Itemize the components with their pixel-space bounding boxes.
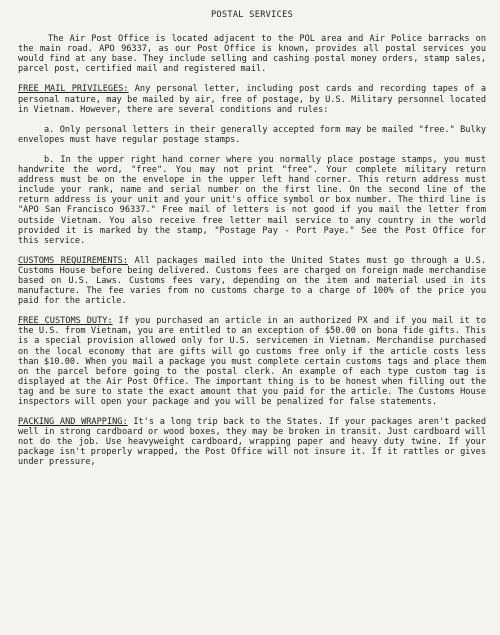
packing-heading: PACKING AND WRAPPING: [18,417,128,428]
free-mail-text: Any personal letter, including post cards and recording tapes of a personal nature, may be mailed by air, free of postage, by U.S. Military personnel located in Vietnam. However, there are several conditions and rules: [18,84,486,115]
packing-text: It's a long trip back to the States. If your packages aren't packed well in strong cardboard or wood boxes, they may be broken in transit. Just cardboard will not do the job. Use heavyweight cardboard, wrapping paper and heavy duty twine. If your package isn't properly wrapped, the Post Office will not insure it. If it rattles or gives under pressure, [18,417,486,468]
packing-paragraph [18,417,486,467]
free-customs-paragraph [18,316,486,407]
free-mail-heading: FREE MAIL PRIVILEGES: [18,84,129,95]
free-mail-item-a: a. Only personal letters in their generally accepted form may be mailed "free." Bulky envelopes must have regular postage stamps. [18,124,486,145]
document-title: POSTAL SERVICES [210,10,294,20]
customs-paragraph [18,256,486,306]
free-mail-item-b: b. In the upper right hand corner where you normally place postage stamps, you must handwrite the word, "free". You may not print "free". Your complete military return address must be on the envelope in the upper left hand corner. This return address must include your rank, name and serial number on the first line. On the second line of the return address is your unit and your unit's office symbol or box number. The third line is "APO San Francisco 96337." Free mail of letters is not good if you mail the letter from outside Vietnam. You also receive free letter mail service to any country in the world provided it is marked by the stamp, "Postage Pay - Port Paye." See the Post Office for this service. [18,154,486,246]
intro-paragraph: The Air Post Office is located adjacent to the POL area and Air Police barracks on the main road. APO 96337, as our Post Office is known, provides all postal services you would find at any base. They include selling and cashing postal money orders, stamp sales, parcel post, certified mail and registered mail. [18,34,486,75]
free-customs-heading: FREE CUSTOMS DUTY: [18,316,113,327]
free-mail-paragraph [18,84,486,114]
free-customs-text: If you purchased an article in an authorized PX and if you mail it to the U.S. from Vietnam, you are entitled to an exception of $50.00 on bona fide gifts. This is a special provision allowed only for U.S. servicemen in Vietnam. Merchandise purchased on the local economy that are gifts will go customs free only if the article costs less than $10.00. When you mail a package you must complete certain customs tags and place them on the parcel before going to the postal clerk. An example of each type custom tag is displayed at the Air Post Office. The important thing is to be honest when filling out the tag and be sure to state the exact amount that you paid for the article. The Customs House inspectors will open your package and you will be penalized for false statements. [18,316,486,407]
customs-text: All packages mailed into the United States must go through a U.S. Customs House before being delivered. Customs fees are charged on foreign made merchandise based on U.S. Laws. Customs fees vary, depending on the item and material used in its manufacture. The fee varies from no customs charge to a charge of 100% of the price you paid for the article. [18,255,486,307]
customs-heading: CUSTOMS REQUIREMENTS: [18,255,129,266]
